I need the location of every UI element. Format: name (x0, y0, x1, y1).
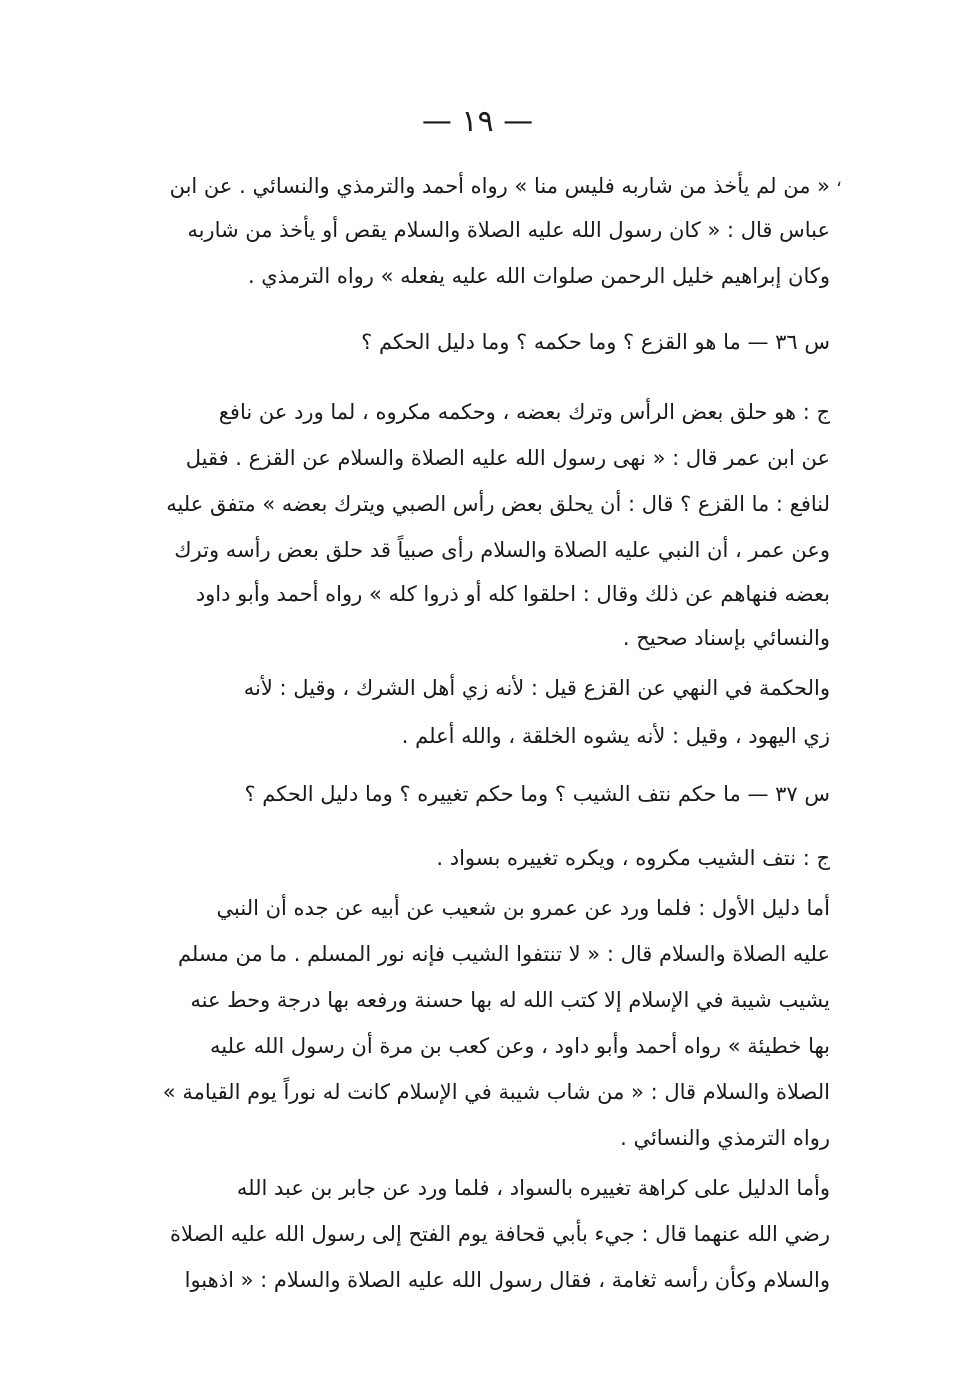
text-line: « من لم يأخذ من شاربه فليس منا » رواه أحمد والترمذي والنسائي . عن ابن (169, 174, 830, 198)
body-text (150, 0, 830, 1379)
margin-mark: ، (836, 170, 842, 191)
text-line: عباس قال : « كان رسول الله عليه الصلاة والسلام يقص أو يأخذ من شاربه (187, 218, 830, 242)
text-line: ج : هو حلق بعض الرأس وترك بعضه ، وحكمه مكروه ، لما ورد عن نافع (218, 400, 830, 424)
text-line: والسلام وكأن رأسه ثغامة ، فقال رسول الله عليه الصلاة والسلام : « اذهبوا (184, 1268, 830, 1292)
text-line: يشيب شيبة في الإسلام إلا كتب الله له بها حسنة ورفعه بها درجة وحط عنه (190, 988, 830, 1012)
text-line: وعن عمر ، أن النبي عليه الصلاة والسلام رأى صبياً قد حلق بعض رأسه وترك (174, 538, 830, 562)
text-line: لنافع : ما القزع ؟ قال : أن يحلق بعض رأس الصبي ويترك بعضه » متفق عليه (166, 492, 830, 516)
text-line: وأما الدليل على كراهة تغييره بالسواد ، فلما ورد عن جابر بن عبد الله (236, 1176, 830, 1200)
page-number: — ١٩ — (421, 104, 534, 139)
text-line: والحكمة في النهي عن القزع قيل : لأنه زي أهل الشرك ، وقيل : لأنه (243, 676, 830, 700)
text-line: زي اليهود ، وقيل : لأنه يشوه الخلقة ، والله أعلم . (401, 724, 830, 748)
text-line: الصلاة والسلام قال : « من شاب شيبة في الإسلام كانت له نوراً يوم القيامة » (162, 1080, 830, 1104)
text-line: ج : نتف الشيب مكروه ، ويكره تغييره بسواد . (436, 846, 830, 870)
text-line: وكان إبراهيم خليل الرحمن صلوات الله عليه يفعله » رواه الترمذي . (247, 264, 830, 288)
text-line: عليه الصلاة والسلام قال : « لا تنتفوا الشيب فإنه نور المسلم . ما من مسلم (177, 942, 830, 966)
text-line: بعضه فنهاهم عن ذلك وقال : احلقوا كله أو ذروا كله » رواه أحمد وأبو داود (195, 582, 830, 606)
text-line: رواه الترمذي والنسائي . (620, 1126, 830, 1150)
text-line: رضي الله عنهما قال : جيء بأبي قحافة يوم الفتح إلى رسول الله عليه الصلاة (170, 1222, 830, 1246)
question-heading: س ٣٦ — ما هو القزع ؟ وما حكمه ؟ وما دليل الحكم ؟ (361, 330, 830, 354)
question-heading: س ٣٧ — ما حكم نتف الشيب ؟ وما حكم تغييره ؟ وما دليل الحكم ؟ (244, 782, 830, 806)
text-line: بها خطيئة » رواه أحمد وأبو داود ، وعن كعب بن مرة أن رسول الله عليه (210, 1034, 830, 1058)
text-line: عن ابن عمر قال : « نهى رسول الله عليه الصلاة والسلام عن القزع . فقيل (185, 446, 830, 470)
text-line: أما دليل الأول : فلما ورد عن عمرو بن شعيب عن أبيه عن جده أن النبي (216, 896, 830, 920)
text-line: والنسائي بإسناد صحيح . (622, 626, 830, 650)
